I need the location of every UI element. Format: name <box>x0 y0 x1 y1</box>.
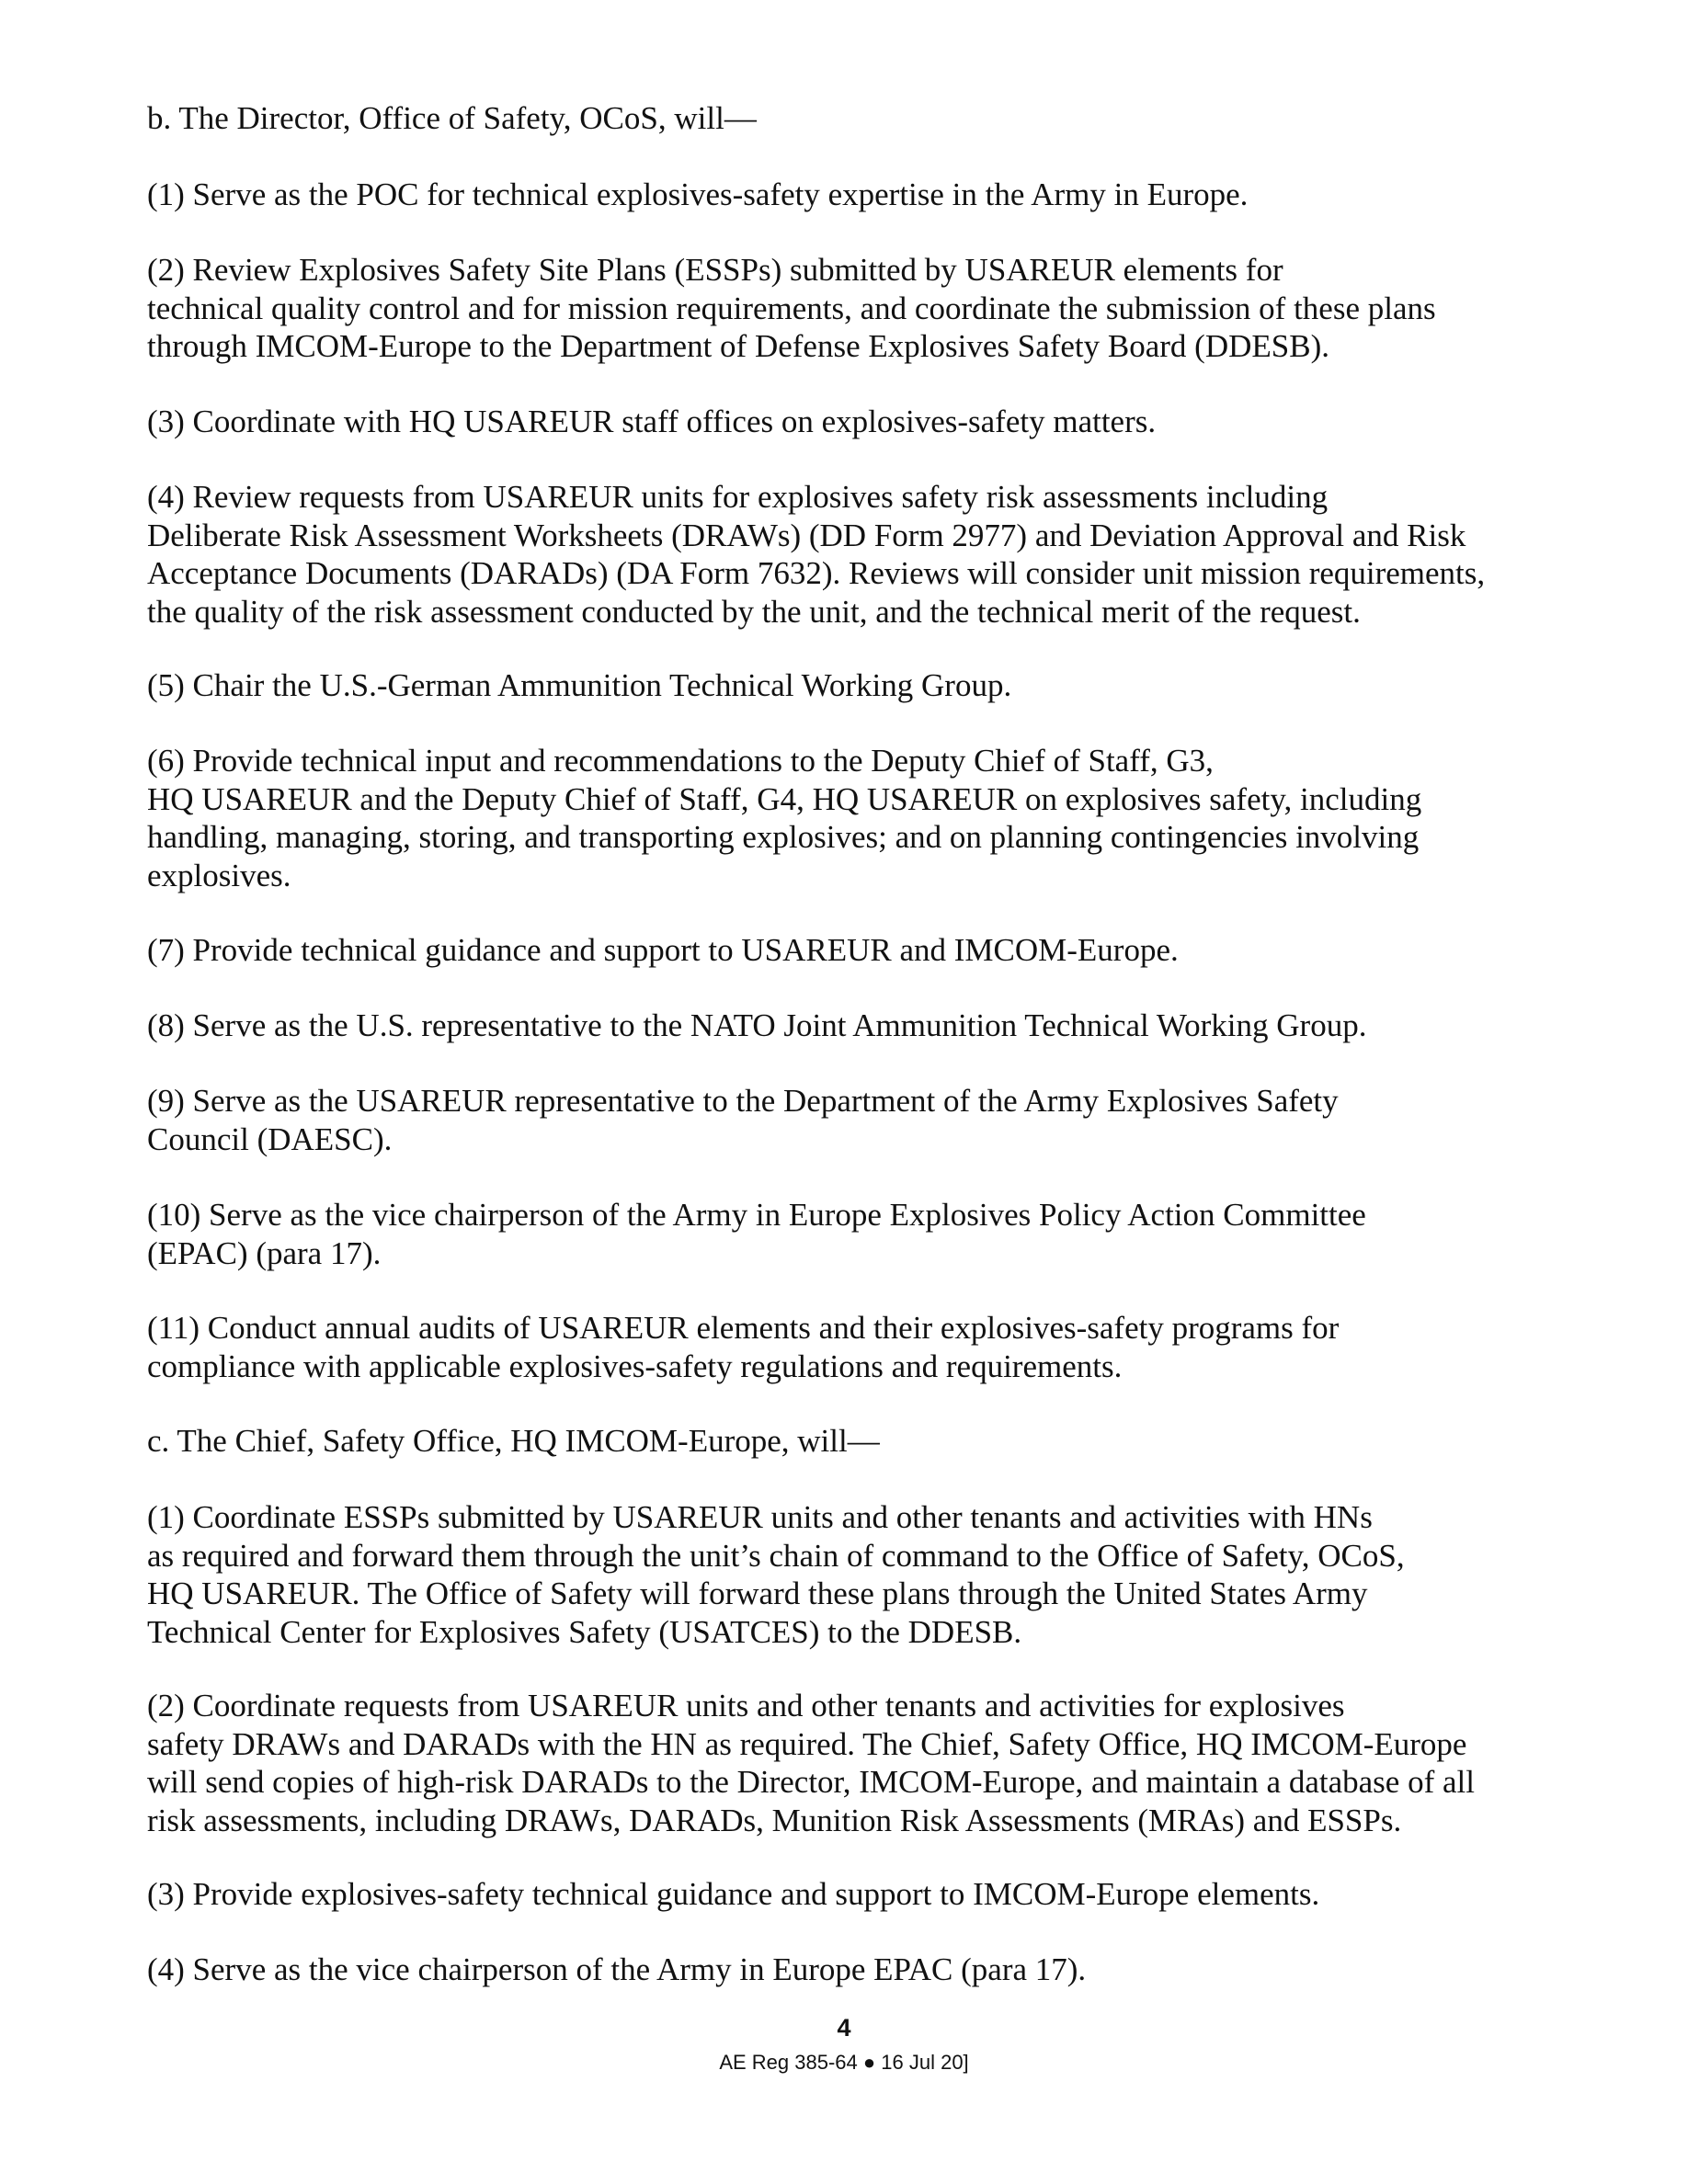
paragraph-b-5: (5) Chair the U.S.-German Ammunition Technical Working Group. <box>147 667 1012 703</box>
page-number: 4 <box>837 2014 851 2042</box>
paragraph-b-6: (6) Provide technical input and recommendations to the Deputy Chief of Staff, G3, HQ USAREUR and the Deputy Chief of Staff, G4, HQ USAREUR on explosives safety, including handling, managing, storing, and transporting explosives; and on planning contingencies involving explosives. <box>147 743 1422 893</box>
paragraph-c-3: (3) Provide explosives-safety technical guidance and support to IMCOM-Europe elements. <box>147 1876 1320 1912</box>
paragraph-b-heading: b. The Director, Office of Safety, OCoS, will— <box>147 100 757 136</box>
paragraph-c-2: (2) Coordinate requests from USAREUR units and other tenants and activities for explosives safety DRAWs and DARADs with the HN as required. The Chief, Safety Office, HQ IMCOM-Europe will send copies of high-risk DARADs to the Director, IMCOM-Europe, and maintain a database of all risk assessments, including DRAWs, DARADs, Munition Risk Assessments (MRAs) and ESSPs. <box>147 1688 1475 1838</box>
paragraph-b-10: (10) Serve as the vice chairperson of the Army in Europe Explosives Policy Action Committee (EPAC) (para 17). <box>147 1197 1366 1271</box>
paragraph-b-2: (2) Review Explosives Safety Site Plans (ESSPs) submitted by USAREUR elements for technical quality control and for mission requirements, and coordinate the submission of these plans through IMCOM-Europe to the Department of Defense Explosives Safety Board (DDESB). <box>147 252 1436 364</box>
paragraph-b-11: (11) Conduct annual audits of USAREUR elements and their explosives-safety programs for compliance with applicable explosives-safety regulations and requirements. <box>147 1310 1340 1384</box>
paragraph-b-3: (3) Coordinate with HQ USAREUR staff offices on explosives-safety matters. <box>147 404 1157 439</box>
paragraph-c-1: (1) Coordinate ESSPs submitted by USAREUR units and other tenants and activities with HNs as required and forward them through the unit’s chain of command to the Office of Safety, OCoS, HQ USAREUR. The Office of Safety will forward these plans through the United States Army Technical Center for Explosives Safety (USATCES) to the DDESB. <box>147 1499 1405 1650</box>
paragraph-c-heading: c. The Chief, Safety Office, HQ IMCOM-Europe, will— <box>147 1423 880 1459</box>
paragraph-c-4: (4) Serve as the vice chairperson of the Army in Europe EPAC (para 17). <box>147 1951 1087 1987</box>
document-reference: AE Reg 385-64 ● 16 Jul 20] <box>719 2051 969 2074</box>
paragraph-b-4: (4) Review requests from USAREUR units for explosives safety risk assessments including Deliberate Risk Assessment Worksheets (DRAWs) (DD Form 2977) and Deviation Approval and Risk Acceptance Documents (DARADs) (DA Form 7632). Reviews will consider unit mission requirements, the quality of the risk assessment conducted by the unit, and the technical merit of the request. <box>147 479 1486 630</box>
paragraph-b-9: (9) Serve as the USAREUR representative to the Department of the Army Explosives Safety Council (DAESC). <box>147 1083 1339 1157</box>
paragraph-b-1: (1) Serve as the POC for technical explosives-safety expertise in the Army in Europe. <box>147 176 1249 212</box>
paragraph-b-8: (8) Serve as the U.S. representative to the NATO Joint Ammunition Technical Working Group. <box>147 1007 1367 1043</box>
paragraph-b-7: (7) Provide technical guidance and support to USAREUR and IMCOM-Europe. <box>147 932 1179 968</box>
